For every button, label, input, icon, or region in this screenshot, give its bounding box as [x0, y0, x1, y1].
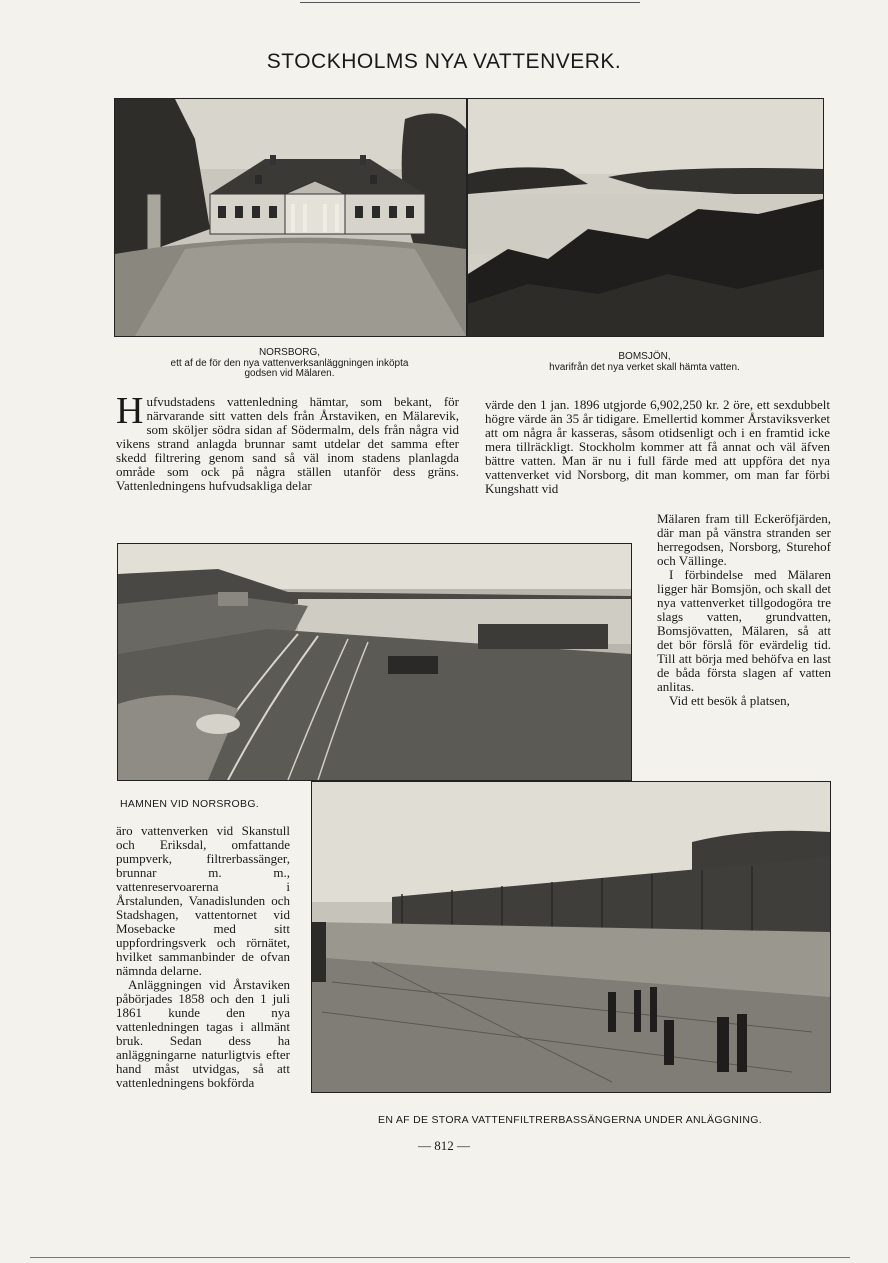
top-rule [300, 2, 640, 3]
right-mid-text-2: I förbindelse med Mälaren ligger här Bomsjön, och skall det nya vattenverket tillgodogöra tre slags vatten, grundvatten, Bomsjövatten, Mälaren, så att det bör förslå för evärdelig tid. Till att börja med behöfva en last de båda första slagen af vatten anlitas. [657, 567, 831, 694]
filter-basin-photo [311, 781, 831, 1093]
bomsjon-photo [467, 98, 824, 337]
filter-basin-caption: EN AF DE STORA VATTENFILTRERBASSÄNGERNA UNDER ANLÄGGNING. [378, 1114, 762, 1126]
page-title: STOCKHOLMS NYA VATTENVERK. [266, 50, 622, 73]
left-bottom-text-1: äro vattenverken vid Skanstull och Eriksdal, omfattande pumpverk, filtrerbassänger, brunnar m. m., vattenreservoarerna i Årstalunden, Vanadislunden och Stadshagen, vattentornet vid Mosebacke med sitt uppfordringsverk och rörnätet, hvilket sammanbinder de ofvan nämnda delarne. [116, 823, 290, 978]
norsborg-photo [114, 98, 467, 337]
right-top-text: värde den 1 jan. 1896 utgjorde 6,902,250 kr. 2 öre, ett sexdubbelt högre värde än 35 år tidigare. Emellertid kommer Årstaviksverket att om några år kasseras, såsom otidsenligt och i en framtid icke mera tillräckligt. Stockholm kommer att få annat och väl äfven bättre vatten. Man är nu i full färde med att uppföra det nya vattenverket vid Norsborg, dit man kommer, om man far förbi Kungshatt vid [485, 397, 830, 496]
bomsjon-caption-title: BOMSJÖN, [618, 351, 671, 362]
hamnen-caption: HAMNEN VID NORSROBG. [120, 798, 260, 810]
right-mid-text-1: Mälaren fram till Eckeröfjärden, där man på vänstra stranden ser herregodsen, Norsborg, Sturehof och Vällinge. [657, 511, 831, 568]
norsborg-caption-line3: godsen vid Mälaren. [244, 368, 335, 379]
bottom-rule [30, 1257, 850, 1258]
left-bottom-column [116, 824, 290, 1090]
hamnen-photo [117, 543, 632, 781]
left-bottom-text-2: Anläggningen vid Årstaviken påbörjades 1858 och den 1 juli 1861 kunde den nya vattenledningen tagas i allmänt bruk. Sedan dess ha anläggningarne naturligtvis efter hand måst utvidgas, så att vattenledningens bokförda [116, 977, 290, 1090]
left-top-text: ufvudstadens vattenledning hämtar, som bekant, för närvarande sitt vatten dels från Årstaviken, en Mälarevik, som sköljer södra sidan af Södermalm, dels från några vid vikens strand anlagda brunnar samt utdelar det samma efter skedd filtrering genom sand så väl inom stadens planlagda område som ock på några ställen utanför dess gräns. Vattenledningens hufvudsakliga delar [116, 394, 459, 493]
right-mid-text-3: Vid ett besök å platsen, [669, 693, 790, 708]
left-top-column [116, 390, 459, 493]
drop-cap: H [116, 390, 144, 432]
bomsjon-caption-line2: hvarifrån det nya verket skall hämta vatten. [549, 361, 740, 373]
page-number: — 812 — [418, 1138, 470, 1153]
bomsjon-caption [467, 352, 822, 373]
right-mid-column [657, 512, 831, 708]
norsborg-caption [114, 348, 465, 380]
norsborg-caption-line2: ett af de för den nya vattenverksanläggningen inköpta [170, 357, 409, 369]
norsborg-caption-title: NORSBORG, [258, 347, 321, 358]
right-top-column [485, 398, 830, 496]
